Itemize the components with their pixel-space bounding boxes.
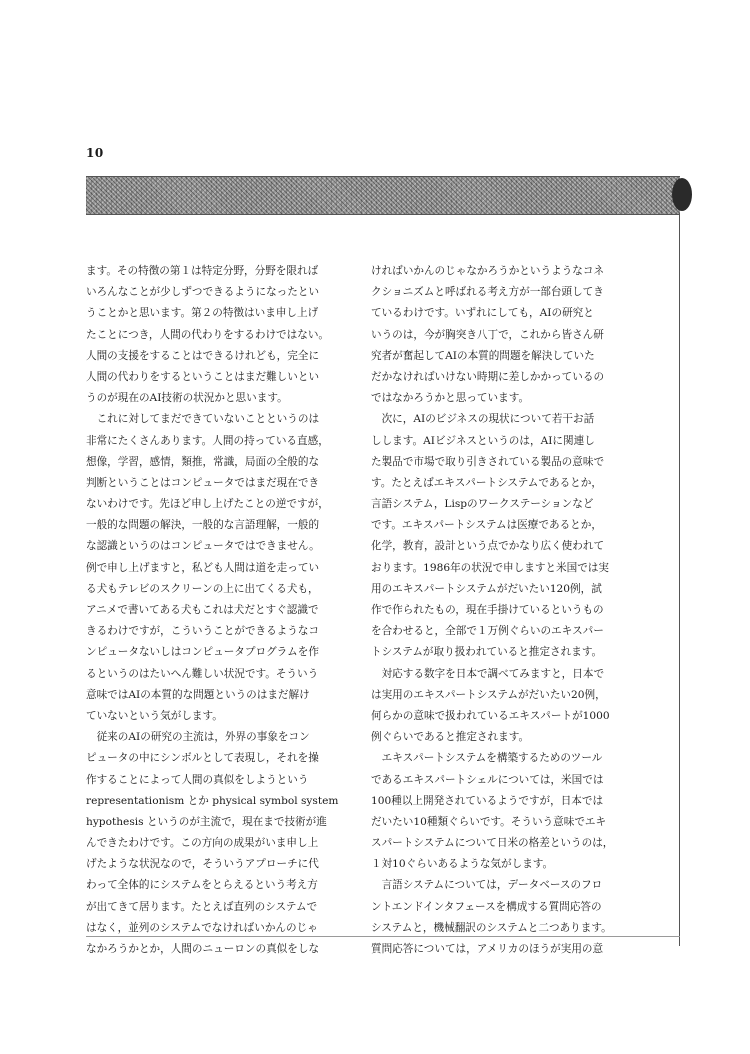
text-line: ントエンドインタフェースを構成する質問応答の <box>371 900 602 913</box>
text-line: 100種以上開発されているようですが，日本では <box>371 794 604 807</box>
page-number: 10 <box>86 146 104 160</box>
text-line: わって全体的にシステムをとらえるという考え方 <box>86 879 318 892</box>
text-line: る犬もテレビのスクリーンの上に出てくる犬も， <box>86 582 319 595</box>
text-line: 従来のAIの研究の主流は，外界の事象をコン <box>86 731 310 744</box>
text-line: 次に，AIのビジネスの現状について若干お話 <box>371 413 595 426</box>
text-line: げたような状況なので，そういうアプローチに代 <box>86 858 319 871</box>
text-line: いろんなことが少しずつできるようになったとい <box>86 286 320 299</box>
text-line: はなく，並列のシステムでなければいかんのじゃ <box>86 921 318 934</box>
text-line: ていないという気がします。 <box>86 709 223 722</box>
text-line: representationism とか physical symbol system <box>86 794 339 807</box>
text-line: 言語システム，Lispのワークステーションなど <box>371 498 594 511</box>
text-line: システムと，機械翻訳のシステムと二つあります。 <box>371 921 612 934</box>
text-line: 作することによって人間の真似をしようという <box>86 773 309 786</box>
text-line: トシステムが取り扱われていると推定されます。 <box>371 646 603 659</box>
text-line: 用のエキスパートシステムがだいたい120例，試 <box>371 582 602 595</box>
text-line: です。エキスパートシステムは医療であるとか， <box>371 519 602 532</box>
text-line: １対10ぐらいあるような気がします。 <box>371 858 554 871</box>
text-line: 想像，学習，感情，類推，常識，局面の全般的な <box>86 455 320 468</box>
text-line: 人間の代わりをするということはまだ難しいとい <box>86 370 320 383</box>
text-line: が出てきて居ります。たとえば直列のシステムで <box>86 900 318 913</box>
text-line: 例で申し上げますと，私ども人間は道を走ってい <box>86 561 320 574</box>
text-line: す。たとえばエキスパートシステムであるとか， <box>371 476 602 489</box>
text-line: た製品で市場で取り引きされている製品の意味で <box>371 455 605 468</box>
text-line: んできたわけです。この方向の成果がいま申し上 <box>86 837 319 850</box>
text-line: きるわけですが，こういうことができるようなコ <box>86 625 320 638</box>
text-line: るというのはたいへん難しい状況です。そういう <box>86 667 319 680</box>
text-line: 人間の支援をすることはできるけれども，完全に <box>86 349 320 362</box>
text-line: いうのは，今が胸突き八丁で，これから皆さん研 <box>371 328 604 341</box>
text-line: 質問応答については，アメリカのほうが実用の意 <box>371 943 604 955</box>
right-margin-rule <box>679 213 680 946</box>
text-line: 何らかの意味で扱われているエキスパートが1000 <box>371 709 610 722</box>
text-line: 意味ではAIの本質的な問題というのはまだ解け <box>86 688 310 701</box>
text-line: 判断ということはコンピュータではまだ現在でき <box>86 476 320 489</box>
text-line: は実用のエキスパートシステムがだいたい20例， <box>371 688 606 701</box>
text-line: 対応する数字を日本で調べてみますと，日本で <box>371 667 605 680</box>
text-line: クショニズムと呼ばれる考え方が一部台頭してき <box>371 286 604 299</box>
text-line: ンピュータないしはコンピュータプログラムを作 <box>86 646 319 659</box>
text-line: アニメで書いてある犬もこれは犬だとすぐ認識で <box>86 604 319 616</box>
text-line: ければいかんのじゃなかろうかというようなコネ <box>371 265 605 277</box>
text-line: うのが現在のAI技術の状況かと思います。 <box>86 392 288 405</box>
text-line: hypothesis というのが主流で，現在まで技術が進 <box>86 815 327 828</box>
text-line: 一般的な問題の解決，一般的な言語理解，一般的 <box>86 519 320 532</box>
text-line: しします。AIビジネスというのは，AIに関連し <box>371 434 595 447</box>
text-line: ます。その特徴の第１は特定分野，分野を限れば <box>86 265 319 277</box>
text-line: だいたい10種類ぐらいです。そういう意味でエキ <box>371 815 607 828</box>
text-line: スパートシステムについて日米の格差というのは， <box>371 837 614 850</box>
text-line: 例ぐらいであると推定されます。 <box>371 731 530 744</box>
text-line: なかろうかとか，人間のニューロンの真似をしな <box>86 943 320 955</box>
right-column <box>371 261 647 960</box>
text-line: だかなければいけない時期に差しかかっているの <box>371 370 605 383</box>
text-line: ではなかろうかと思っています。 <box>371 392 530 405</box>
text-line: ピュータの中にシンボルとして表現し，それを操 <box>86 752 319 765</box>
text-line: 作で作られたもの，現在手掛けているというもの <box>371 604 604 616</box>
text-line: これに対してまだできていないことというのは <box>86 413 320 426</box>
text-line: エキスパートシステムを構築するためのツール <box>371 752 603 765</box>
text-line: おります。1986年の状況で申しますと米国では実 <box>371 561 609 574</box>
text-line: うことかと思います。第２の特徴はいま申し上げ <box>86 307 319 320</box>
text-line: な認識というのはコンピュータではできません。 <box>86 540 320 553</box>
left-column <box>86 261 362 960</box>
text-line: 非常にたくさんあります。人間の持っている直感， <box>86 434 329 447</box>
text-line: たことにつき，人間の代わりをするわけではない。 <box>86 328 330 341</box>
text-line: 化学，教育，設計という点でかなり広く使われて <box>371 540 605 553</box>
text-line: 究者が奮起してAIの本質的問題を解決していた <box>371 349 595 362</box>
text-line: ているわけです。いずれにしても，AIの研究と <box>371 307 594 320</box>
header-cap <box>672 178 692 211</box>
text-line: 言語システムについては，データベースのフロ <box>371 879 603 892</box>
text-line: ないわけです。先ほど申し上げたことの逆ですが， <box>86 498 329 511</box>
text-line: を合わせると，全部で１万例ぐらいのエキスパー <box>371 625 604 638</box>
text-line: であるエキスパートシェルについては，米国では <box>371 773 604 786</box>
header-band <box>86 176 680 215</box>
